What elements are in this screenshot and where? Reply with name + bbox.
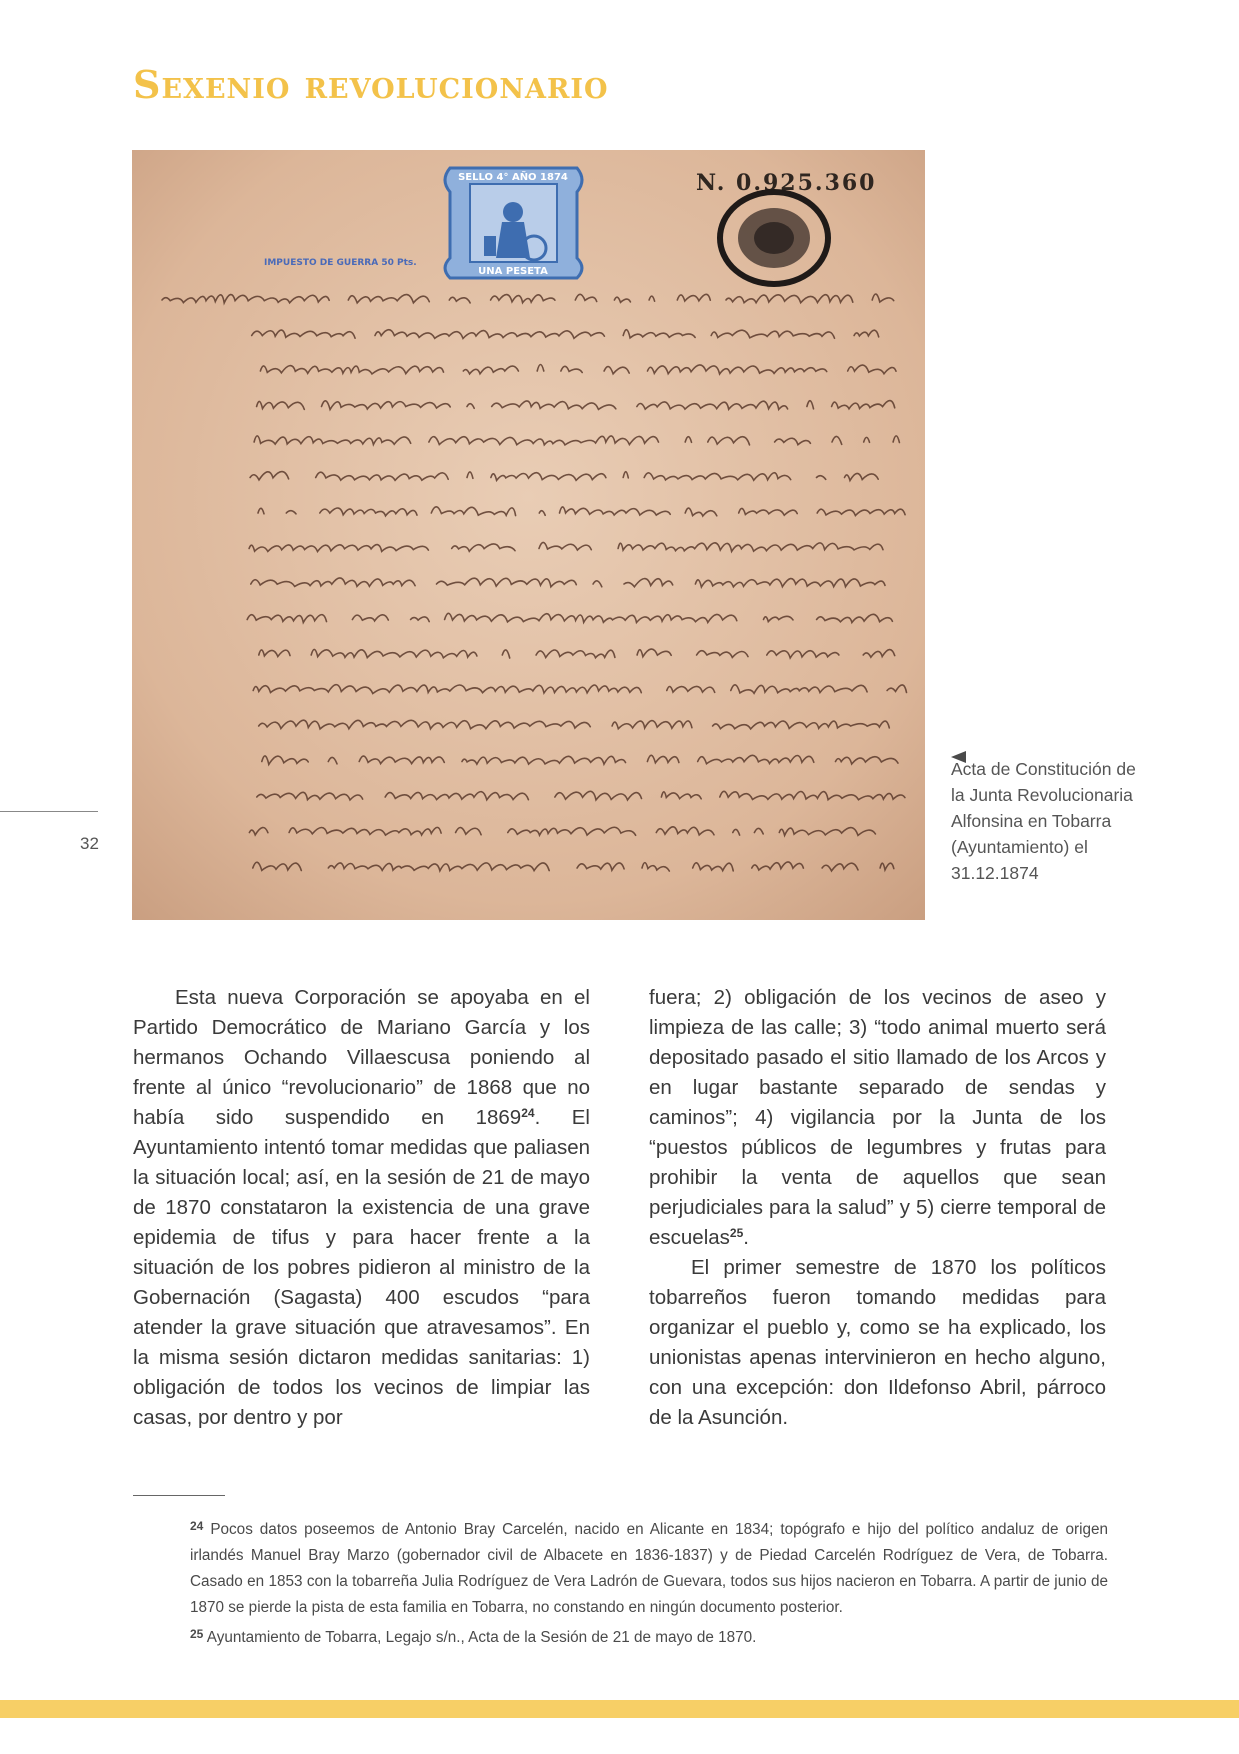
- paragraph-text: . El Ayuntamiento intentó tomar medidas que paliasen la situación local; así, en la sesión de 21 de mayo de 1870 constataron la existencia de una grave epidemia de tifus y para hacer frente a la situación de los pobres pidieron al ministro de la Gobernación (Sagasta) 400 escudos “para atender la grave situación que atravesamos”. En la misma sesión dictaron medidas sanitarias: 1) obligación de todos los vecinos de limpiar las casas, por dentro y por: [133, 1106, 590, 1429]
- footnote-rule: [133, 1495, 225, 1496]
- paragraph: [133, 983, 590, 1433]
- paragraph: El primer semestre de 1870 los políticos tobarreños fueron tomando medidas para organizar el pueblo y, como se ha explicado, los unionistas apenas intervinieron en hecho alguno, con una excepción: don Ildefonso Abril, párroco de la Asunción.: [649, 1256, 1106, 1429]
- body-column-right: [649, 983, 1106, 1433]
- body-column-left: [133, 983, 590, 1433]
- page-number: 32: [80, 834, 99, 853]
- tax-stamp-text: IMPUESTO DE GUERRA 50 Pts.: [264, 258, 417, 268]
- footnote-number: 24: [190, 1519, 204, 1533]
- figure-caption: Acta de Constitución de la Junta Revolucionaria Alfonsina en Tobarra (Ayuntamiento) el 31.12.1874: [951, 759, 1136, 883]
- historical-document-photo: [132, 150, 925, 920]
- footnote-ref[interactable]: 25: [729, 1226, 744, 1240]
- bottom-band: [0, 1700, 1239, 1718]
- serial-number: N. 0.925.360: [696, 170, 877, 196]
- footnote: [190, 1621, 1108, 1651]
- footnote-ref[interactable]: 24: [521, 1106, 535, 1120]
- paragraph: [649, 983, 1106, 1253]
- paragraph-text: fuera; 2) obligación de los vecinos de aseo y limpieza de las calle; 3) “todo animal muerto será depositado pasado el sitio llamado de los Arcos y en lugar bastante separado de sendas y caminos”; 4) vigilancia por la Junta de los “puestos públicos de legumbres y frutas para prohibir la venta de aquellos que sean perjudiciales para la salud” y 5) cierre temporal de escuelas: [649, 986, 1106, 1249]
- paragraph-text: Esta nueva Corporación se apoyaba en el Partido Democrático de Mariano García y los hermanos Ochando Villaescusa poniendo al frente al único “revolucionario” de 1868 que no había sido suspendido en 1869: [133, 986, 590, 1129]
- stamp-label: SELLO 4° AÑO 1874: [458, 172, 568, 183]
- footnote-number: 25: [190, 1627, 204, 1641]
- footnotes: [190, 1513, 1108, 1651]
- footnote-text: Ayuntamiento de Tobarra, Legajo s/n., Acta de la Sesión de 21 de mayo de 1870.: [206, 1629, 757, 1646]
- footnote-text: Pocos datos poseemos de Antonio Bray Carcelén, nacido en Alicante en 1834; topógrafo e hijo del político andaluz de origen irlandés Manuel Bray Marzo (gobernador civil de Albacete en 1836-1837) y de Piedad Carcelén Rodríguez de Vera, de Tobarra. Casado en 1853 con la tobarreña Julia Rodríguez de Vera Ladrón de Guevara, todos sus hijos nacieron en Tobarra. A partir de junio de 1870 se pierde la pista de esta familia en Tobarra, no constando en ningún documento posterior.: [190, 1521, 1109, 1616]
- peseta-stamp: [445, 168, 582, 278]
- footnote: [190, 1513, 1108, 1621]
- margin-rule: [0, 811, 98, 812]
- handwritten-act-image: [132, 150, 925, 920]
- paragraph-text: .: [743, 1226, 749, 1249]
- stamp-value: UNA PESETA: [478, 266, 548, 277]
- section-title: Sexenio revolucionario: [133, 62, 609, 107]
